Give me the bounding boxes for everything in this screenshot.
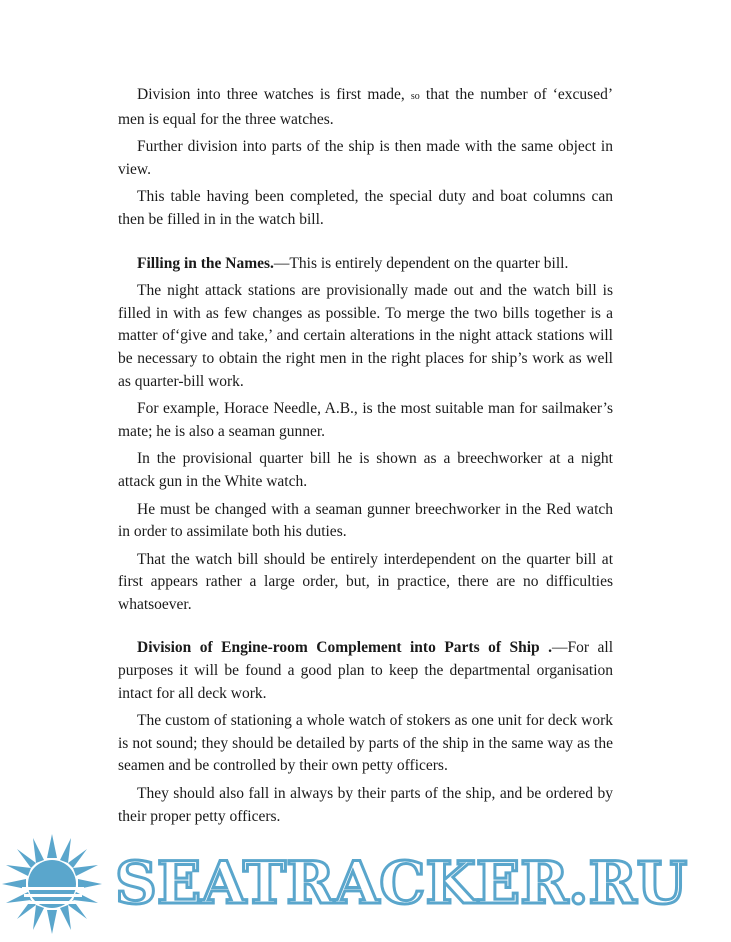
watermark xyxy=(0,832,731,942)
section-heading-filling-names: Filling in the Names. xyxy=(137,254,274,272)
paragraph-9: That the watch bill should be entirely interdependent on the quarter bill at first appears rather a large order, but, in practice, there are no difficulties whatsoever. xyxy=(118,550,613,613)
watermark-text: SEATRACKER.RU xyxy=(115,849,688,917)
paragraph-1-text-a: Division into three watches is first made, xyxy=(137,86,411,103)
paragraph-12: They should also fall in always by their parts of the ship, and be ordered by their proper petty officers. xyxy=(118,785,613,825)
paragraph-7: In the provisional quarter bill he is shown as a breechworker at a night attack gun in the White watch. xyxy=(118,450,613,490)
section-text-filling-names: —This is entirely dependent on the quarter bill. xyxy=(273,254,569,272)
paragraph-1 xyxy=(118,84,613,131)
paragraph-8: He must be changed with a seaman gunner breechworker in the Red watch in order to assimilate both his duties. xyxy=(118,500,613,541)
paragraph-2: Further division into parts of the ship is then made with the same object in view. xyxy=(118,138,613,178)
sun-waves-icon xyxy=(0,832,110,942)
paragraph-5: The night attack stations are provisionally made out and the watch bill is filled in with as few changes as possible. To merge the two bills together is a matter of‘give and take,’ and certain alterations in the night attack stations will be necessary to obtain the right men in the right places for ship’s work as well as quarter-bill work. xyxy=(118,282,613,390)
page-content xyxy=(118,84,613,833)
section-heading-engine-room: Division of Engine-room Complement into Parts of Ship . xyxy=(137,639,552,657)
paragraph-6: For example, Horace Needle, A.B., is the most suitable man for sailmaker’s mate; he is also a seaman gunner. xyxy=(118,400,613,440)
paragraph-3: This table having been completed, the special duty and boat columns can then be filled in in the watch bill. xyxy=(118,188,613,228)
paragraph-11: The custom of stationing a whole watch of stokers as one unit for deck work is not sound; they should be detailed by parts of the ship in the same way as the seamen and be controlled by their own petty officers. xyxy=(118,712,613,775)
section-filling-names xyxy=(118,253,613,276)
section-engine-room xyxy=(118,637,613,705)
paragraph-1-text-b: that the number of ‘excused’ men is equal for the three watches. xyxy=(118,86,613,128)
paragraph-1-small-so: so xyxy=(410,91,420,102)
section-text-engine-room: —For all purposes it will be found a good plan to keep the departmental organisation intact for all deck work. xyxy=(118,639,614,702)
